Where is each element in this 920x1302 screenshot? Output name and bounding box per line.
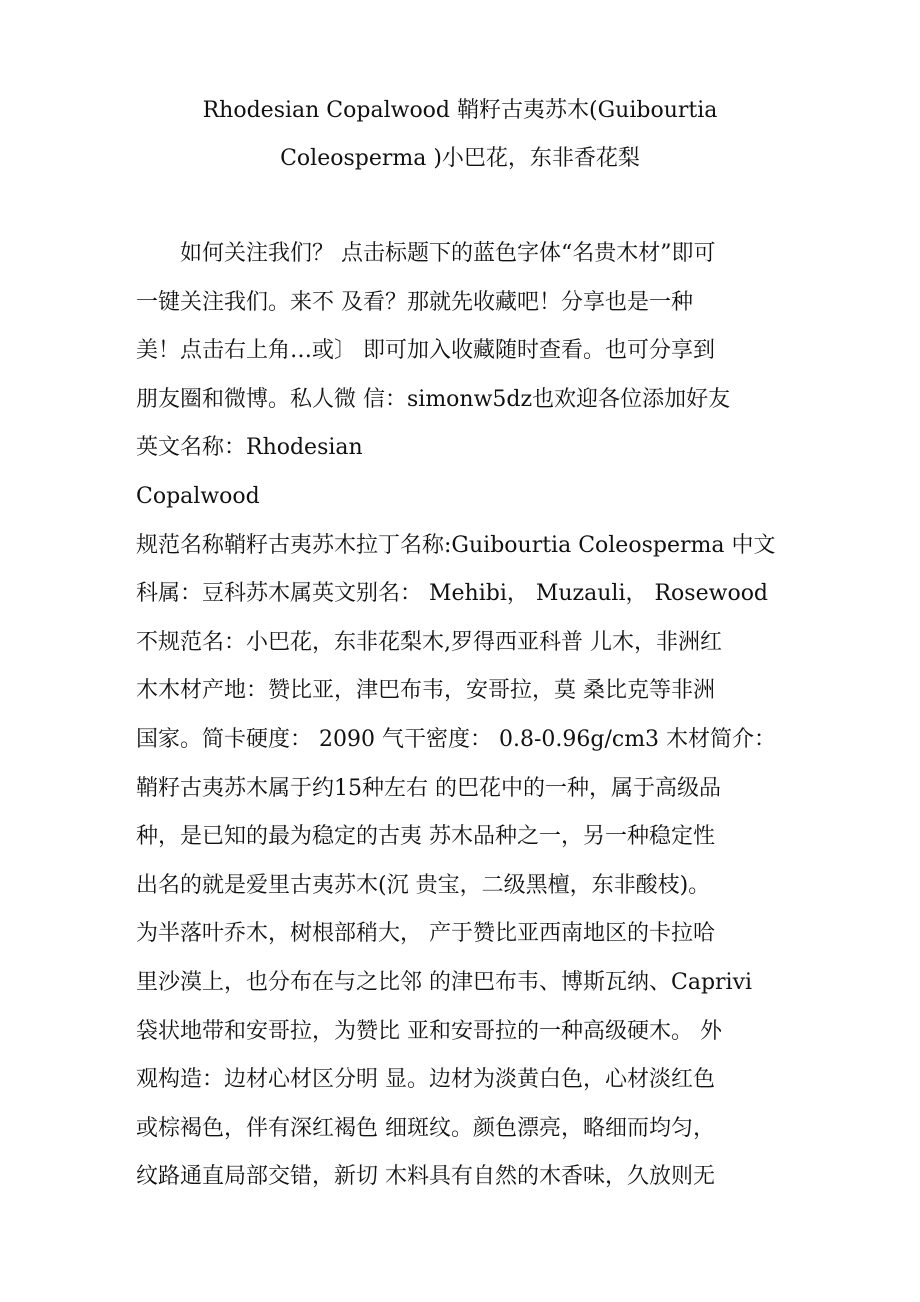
paragraph-line: 木木材产地：赞比亚，津巴布韦，安哥拉，莫 桑比克等非洲 xyxy=(136,678,715,704)
paragraph-line: 里沙漠上，也分布在与之比邻 的津巴布韦、博斯瓦纳、Caprivi xyxy=(136,969,753,995)
paragraph-line: 为半落叶乔木，树根部稍大， 产于赞比亚西南地区的卡拉哈 xyxy=(136,921,715,947)
paragraph-line: 种，是已知的最为稳定的古夷 苏木品种之一，另一种稳定性 xyxy=(136,824,715,850)
paragraph-line: 英文名称：Rhodesian xyxy=(136,435,363,461)
paragraph-line: 规范名称鞘籽古夷苏木拉丁名称:Guibourtia Coleosperma 中文 xyxy=(136,532,776,558)
paragraph-line: 国家。简卡硬度： 2090 气干密度： 0.8-0.96g/cm3 木材简介： xyxy=(136,726,777,752)
paragraph-line: 袋状地带和安哥拉，为赞比 亚和安哥拉的一种高级硬木。 外 xyxy=(136,1018,722,1044)
paragraph-line: Copalwood xyxy=(136,483,260,509)
paragraph-line: 鞘籽古夷苏木属于约15种左右 的巴花中的一种，属于高级品 xyxy=(136,775,721,801)
paragraph-line: 朋友圈和微博。私人微 信：simonw5dz也欢迎各位添加好友 xyxy=(136,386,731,412)
paragraph-line: 如何关注我们？ 点击标题下的蓝色字体“名贵木材”即可 xyxy=(180,241,716,266)
paragraph-line: 科属：豆科苏木属英文别名： Mehibi， Muzauli， Rosewood xyxy=(136,581,769,607)
paragraph-line: 一键关注我们。来不 及看？那就先收藏吧！分享也是一种 xyxy=(136,289,693,315)
paragraph-line: 纹路通直局部交错，新切 木料具有自然的木香味，久放则无 xyxy=(136,1164,715,1190)
paragraph-line: 观构造：边材心材区分明 显。边材为淡黄白色，心材淡红色 xyxy=(136,1067,715,1093)
title-line-1: Rhodesian Copalwood 鞘籽古夷苏木(Guibourtia xyxy=(202,98,718,123)
title-line-2: Coleosperma )小巴花，东非香花梨 xyxy=(280,146,640,171)
paragraph-line: 出名的就是爱里古夷苏木(沉 贵宝，二级黑檀，东非酸枝)。 xyxy=(136,872,711,898)
paragraph-line: 美！点击右上角…或〕 即可加入收藏随时查看。也可分享到 xyxy=(136,338,715,364)
paragraph-line: 或棕褐色，伴有深红褐色 细斑纹。颜色漂亮，略细而均匀， xyxy=(136,1115,715,1141)
paragraph-line: 不规范名：小巴花，东非花梨木,罗得西亚科普 儿木，非洲红 xyxy=(136,629,722,655)
body-text xyxy=(136,234,796,1206)
